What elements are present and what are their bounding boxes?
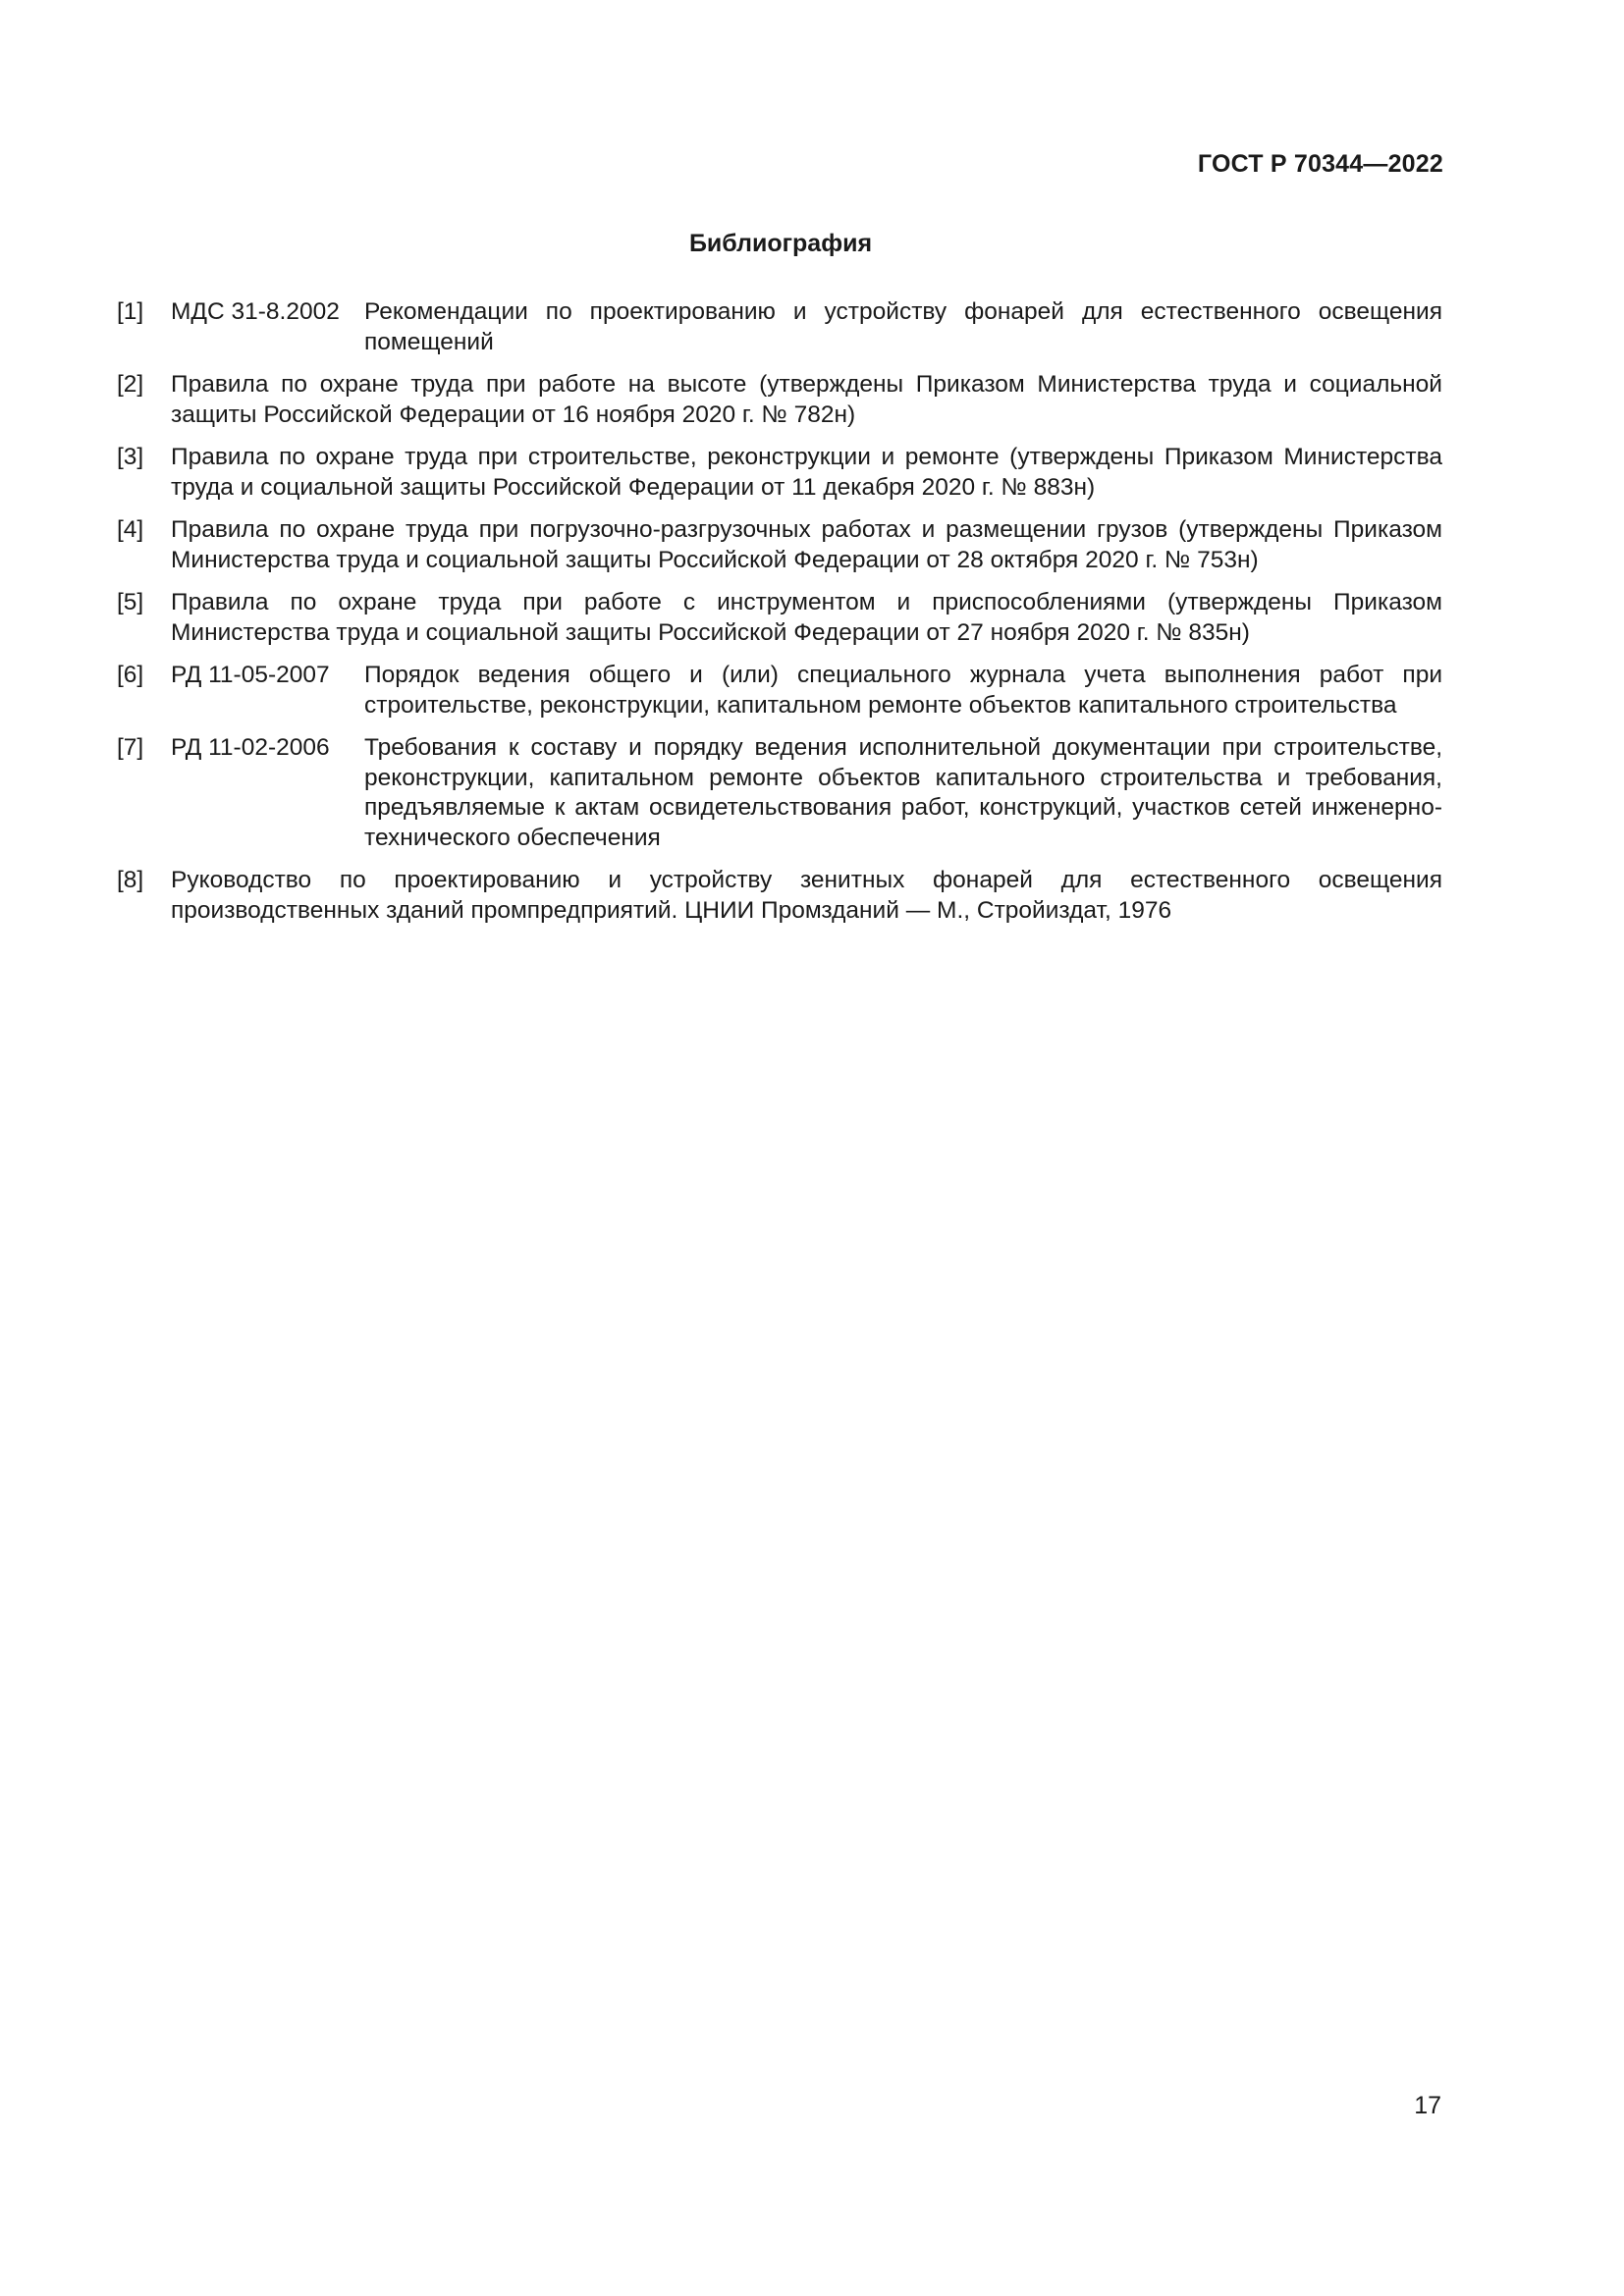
- bibliography-entry: [117, 297, 1442, 357]
- entry-text: Правила по охране труда при работе на высоте (утверждены Приказом Министерства труда и социальной защиты Российской Федерации от 16 ноября 2020 г. № 782н): [171, 371, 1442, 428]
- page-number: 17: [1414, 2092, 1441, 2119]
- entry-text: Требования к составу и порядку ведения исполнительной документации при строительстве, реконструкции, капитальном ремонте объектов капитального строительства и требования, предъявляемые к актам освидетельствования работ, конструкций, участков сетей инженерно-технического обеспечения: [364, 734, 1442, 851]
- entry-code: РД 11-05-2007: [171, 662, 330, 688]
- bibliography-list: [117, 297, 1442, 938]
- entry-number: [1]: [117, 298, 144, 325]
- document-code: ГОСТ Р 70344—2022: [1197, 150, 1443, 178]
- entry-number: [4]: [117, 516, 144, 543]
- entry-text: Правила по охране труда при работе с инструментом и приспособлениями (утверждены Приказом Министерства труда и социальной защиты Российской Федерации от 27 ноября 2020 г. № 835н): [171, 589, 1442, 646]
- entry-number: [6]: [117, 662, 144, 688]
- entry-code: МДС 31-8.2002: [171, 298, 340, 325]
- bibliography-entry: [117, 866, 1442, 926]
- bibliography-entry: [117, 515, 1442, 575]
- entry-text: Рекомендации по проектированию и устройству фонарей для естественного освещения помещений: [364, 298, 1442, 355]
- entry-number: [2]: [117, 371, 144, 398]
- entry-number: [7]: [117, 734, 144, 761]
- entry-number: [3]: [117, 444, 144, 470]
- entry-text: Правила по охране труда при погрузочно-разгрузочных работах и размещении грузов (утверждены Приказом Министерства труда и социальной защиты Российской Федерации от 28 октября 2020 г. № 753н): [171, 516, 1442, 573]
- entry-number: [5]: [117, 589, 144, 615]
- bibliography-entry: [117, 370, 1442, 430]
- bibliography-title: Библиография: [688, 230, 873, 257]
- entry-number: [8]: [117, 867, 144, 893]
- bibliography-entry: [117, 588, 1442, 648]
- bibliography-entry: [117, 443, 1442, 503]
- entry-code: РД 11-02-2006: [171, 734, 330, 761]
- entry-text: Порядок ведения общего и (или) специального журнала учета выполнения работ при строительстве, реконструкции, капитальном ремонте объектов капитального строительства: [364, 662, 1442, 719]
- bibliography-entry: [117, 733, 1442, 853]
- bibliography-entry: [117, 661, 1442, 721]
- entry-text: Руководство по проектированию и устройству зенитных фонарей для естественного освещения производственных зданий промпредприятий. ЦНИИ Промзданий — М., Стройиздат, 1976: [171, 867, 1442, 924]
- entry-text: Правила по охране труда при строительстве, реконструкции и ремонте (утверждены Приказом Министерства труда и социальной защиты Российской Федерации от 11 декабря 2020 г. № 883н): [171, 444, 1442, 501]
